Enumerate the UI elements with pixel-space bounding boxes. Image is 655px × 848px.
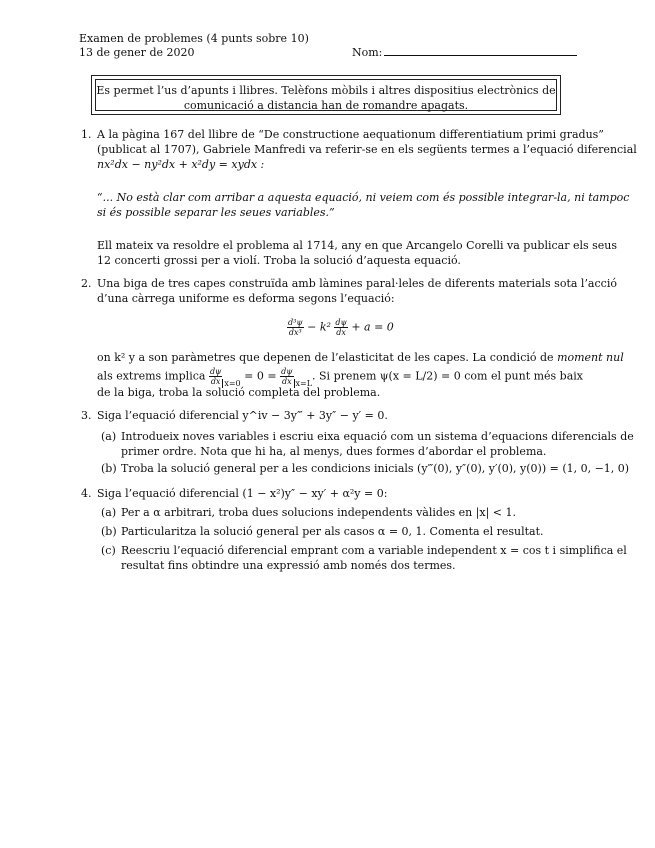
problem-2-line-2: d’una càrrega uniforme es deforma segons l’equació: <box>97 292 395 305</box>
exam-date: 13 de gener de 2020 <box>79 46 195 59</box>
eq-fraction-d3psi: $\frac{\text{d³ψ}}{\text{dx³}}$ <box>288 318 303 337</box>
problem-3a-line-1: Introdueix noves variables i escriu eixa equació com un sistema d’equacions diferencials de <box>121 430 634 443</box>
problem-2-equation: $\frac{\text{d³ψ}}{\text{dx³}}$ − k² $\frac{d\psi}{dx}$ + a = 0 <box>288 318 394 337</box>
problem-3a-line-2: primer ordre. Nota que hi ha, al menys, dues formes d’abordar el problema. <box>121 445 547 458</box>
problem-3-number: 3. <box>81 409 92 422</box>
name-label: Nom: <box>352 46 383 59</box>
problem-3b-label: (b) <box>101 462 117 475</box>
problem-1-closing-2: 12 concerti grossi per a violí. Troba la solució d’aquesta equació. <box>97 254 461 267</box>
problem-1-equation: nx²dx − ny²dx + x²dy = xydx : <box>97 158 265 171</box>
problem-1-quote-2: si és possible separar les seues variables.” <box>97 206 335 219</box>
notice-box <box>91 75 561 115</box>
problem-1-line-2: (publicat al 1707), Gabriele Manfredi va referir-se en els següents termes a l’equació diferencial <box>97 143 637 156</box>
name-field-line <box>384 55 577 56</box>
problem-2-line-5: de la biga, troba la solució completa del problema. <box>97 386 381 399</box>
exam-title: Examen de problemes (4 punts sobre 10) <box>79 32 309 45</box>
eq-fraction-dpsi: $\frac{d\psi}{dx}$ <box>335 318 347 337</box>
problem-3-intro: Siga l’equació diferencial y^iv − 3y‴ + 3y″ − y′ = 0. <box>97 409 388 422</box>
problem-2-number: 2. <box>81 277 92 290</box>
problem-2-line-4: als extrems implica $\frac{d\psi}{dx}$ $_{x=0}$ = 0 = $\frac{d\psi}{dx}$ $_{x=L}$. Si prenem ψ(x = L/2) = 0 com el punt més baix <box>97 367 584 388</box>
problem-4-intro: Siga l’equació diferencial (1 − x²)y″ − xy′ + α²y = 0: <box>97 487 388 500</box>
problem-3a-label: (a) <box>101 430 117 443</box>
problem-4a-label: (a) <box>101 506 117 519</box>
problem-2-line-3: on k² y a son paràmetres que depenen de l’elasticitat de les capes. La condició de moment nul <box>97 351 624 364</box>
problem-1-number: 1. <box>81 128 92 141</box>
problem-4c-label: (c) <box>101 544 116 557</box>
problem-2-line-1: Una biga de tres capes construïda amb làmines paral·leles de diferents materials sota l’acció <box>97 277 617 290</box>
problem-4b-line-1: Particularitza la solució general per als casos α = 0, 1. Comenta el resultat. <box>121 525 544 538</box>
problem-4b-label: (b) <box>101 525 117 538</box>
problem-4a-line-1: Per a α arbitrari, troba dues solucions independents vàlides en |x| < 1. <box>121 506 517 519</box>
problem-1-line-1: A la pàgina 167 del llibre de “De constructione aequationum differentiatium primi gradus” <box>97 128 604 141</box>
problem-1-closing-1: Ell mateix va resoldre el problema al 1714, any en que Arcangelo Corelli va publicar els seus <box>97 239 618 252</box>
problem-3b-line-1: Troba la solució general per a les condicions inicials (y‴(0), y″(0), y′(0), y(0)) = (1, 0, −1, 0) <box>121 462 630 475</box>
problem-4-number: 4. <box>81 487 92 500</box>
notice-line-1: Es permet l’us d’apunts i llibres. Telèfons mòbils i altres dispositius electrònics de <box>96 84 556 97</box>
problem-1-quote-1: “... No està clar com arribar a aquesta equació, ni veiem com és possible integrar-la, ni tampoc <box>97 191 630 204</box>
notice-line-2: comunicació a distancia han de romandre apagats. <box>183 99 469 112</box>
problem-4c-line-1: Reescriu l’equació diferencial emprant com a variable independent x = cos t i simplifica el <box>121 544 627 557</box>
problem-4c-line-2: resultat fins obtindre una expressió amb només dos termes. <box>121 559 456 572</box>
